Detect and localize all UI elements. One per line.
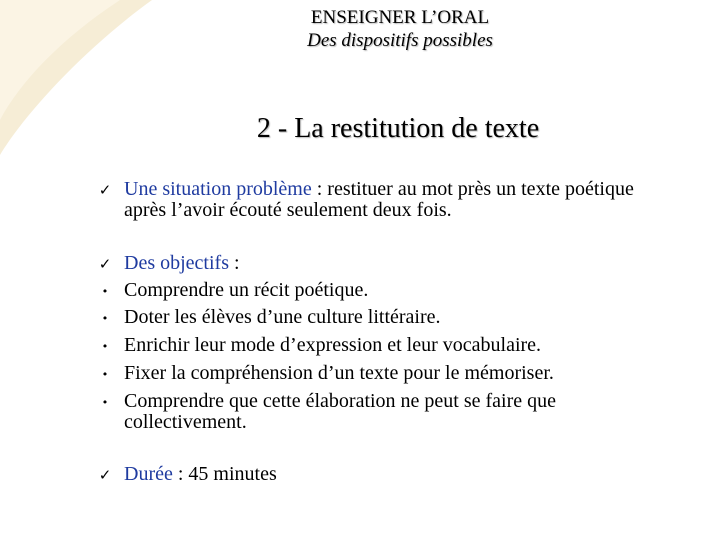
slide-title: 2 - La restitution de texte — [256, 113, 540, 144]
list-item — [98, 252, 240, 274]
item-text: Comprendre que cette élaboration ne peut se faire que — [124, 390, 557, 412]
item-text: Comprendre un récit poétique. — [124, 279, 369, 301]
check-icon: ✓ — [98, 255, 112, 273]
bullet-icon: • — [101, 312, 109, 325]
item-text: Fixer la compréhension d’un texte pour le mémoriser. — [124, 362, 554, 384]
check-icon: ✓ — [98, 181, 112, 199]
item-text: Doter les élèves d’une culture littéraire. — [124, 306, 441, 328]
list-item — [101, 279, 369, 301]
item-continuation: collectivement. — [124, 411, 247, 433]
header-title: ENSEIGNER L’ORAL — [310, 7, 490, 28]
item-text: : 45 minutes — [172, 463, 277, 485]
check-icon: ✓ — [98, 466, 112, 484]
item-text: Enrichir leur mode d’expression et leur vocabulaire. — [124, 334, 542, 356]
header-subtitle: Des dispositifs possibles — [307, 30, 493, 51]
bullet-icon: • — [101, 396, 109, 409]
item-continuation: après l’avoir écouté seulement deux fois. — [124, 199, 452, 221]
item-lead: Une situation problème — [124, 178, 312, 200]
bullet-icon: • — [101, 368, 109, 381]
item-lead: Durée — [124, 463, 173, 485]
list-item — [101, 362, 554, 384]
list-item — [98, 463, 277, 485]
list-item — [98, 178, 634, 221]
list-item — [101, 390, 557, 433]
list-item — [101, 334, 542, 356]
slide-header — [0, 6, 720, 52]
bullet-icon: • — [101, 340, 109, 353]
list-item — [101, 306, 441, 328]
bullet-icon: • — [101, 285, 109, 298]
item-text: : — [228, 252, 240, 274]
item-lead: Des objectifs — [124, 252, 229, 274]
item-text: : restituer au mot près un texte poétique — [311, 178, 634, 200]
